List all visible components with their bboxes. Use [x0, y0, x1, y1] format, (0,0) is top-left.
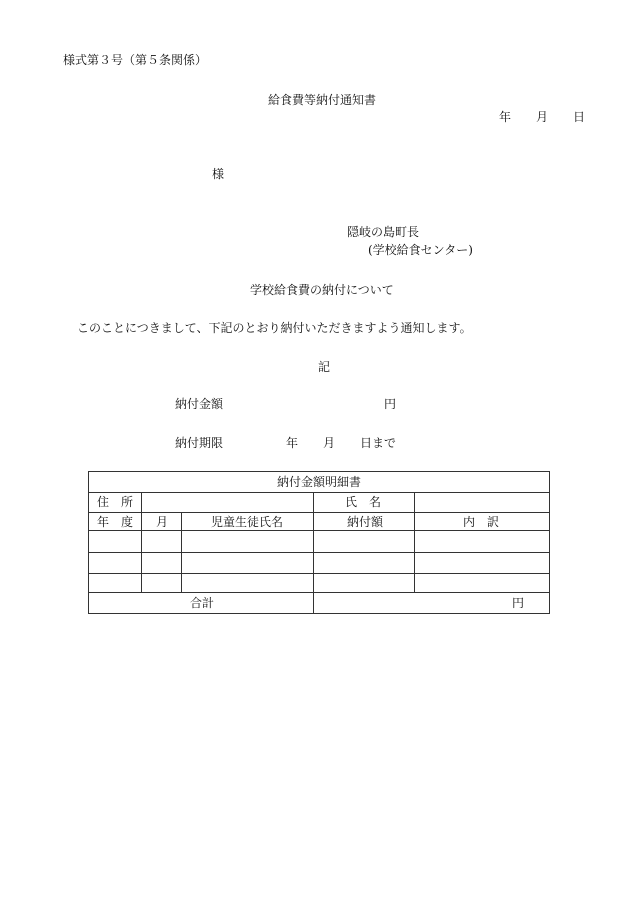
date-day-label: 日	[573, 110, 586, 124]
table-rule	[89, 573, 549, 574]
table-title: 納付金額明細書	[277, 475, 362, 489]
date-year-label: 年	[499, 110, 512, 124]
header-payment-amount: 納付額	[347, 515, 384, 529]
ki-marker: 記	[318, 360, 331, 374]
form-number: 様式第３号（第５条関係）	[63, 53, 208, 67]
amount-label: 納付金額	[175, 397, 224, 411]
header-student-name: 児童生徒氏名	[211, 515, 284, 529]
issuer-department: (学校給食センター)	[368, 243, 473, 257]
issuer-name: 隠岐の島町長	[347, 225, 420, 239]
table-rule	[313, 492, 314, 613]
table-rule	[89, 512, 549, 513]
document-title: 給食費等納付通知書	[268, 93, 377, 107]
amount-unit: 円	[384, 397, 397, 411]
deadline-label: 納付期限	[175, 436, 224, 450]
table-rule	[89, 492, 549, 493]
date-month-label: 月	[536, 110, 549, 124]
payment-detail-table	[88, 471, 550, 614]
total-unit: 円	[512, 596, 525, 610]
address-label: 住 所	[97, 495, 134, 509]
table-rule	[141, 492, 142, 592]
table-rule	[89, 592, 549, 593]
header-fiscal-year: 年 度	[97, 515, 134, 529]
deadline-day: 日まで	[360, 436, 397, 450]
recipient-suffix: 様	[212, 167, 225, 181]
name-label: 氏 名	[345, 495, 382, 509]
deadline-year: 年	[286, 436, 299, 450]
table-rule	[89, 552, 549, 553]
deadline-month: 月	[323, 436, 336, 450]
notice-message: このことにつきまして、下記のとおり納付いただきますよう通知します。	[77, 321, 472, 335]
table-rule	[414, 492, 415, 592]
table-rule	[89, 530, 549, 531]
header-month: 月	[156, 515, 169, 529]
subject-line: 学校給食費の納付について	[250, 283, 394, 297]
total-label: 合計	[190, 596, 215, 610]
table-rule	[181, 512, 182, 592]
header-breakdown: 内 訳	[463, 515, 500, 529]
